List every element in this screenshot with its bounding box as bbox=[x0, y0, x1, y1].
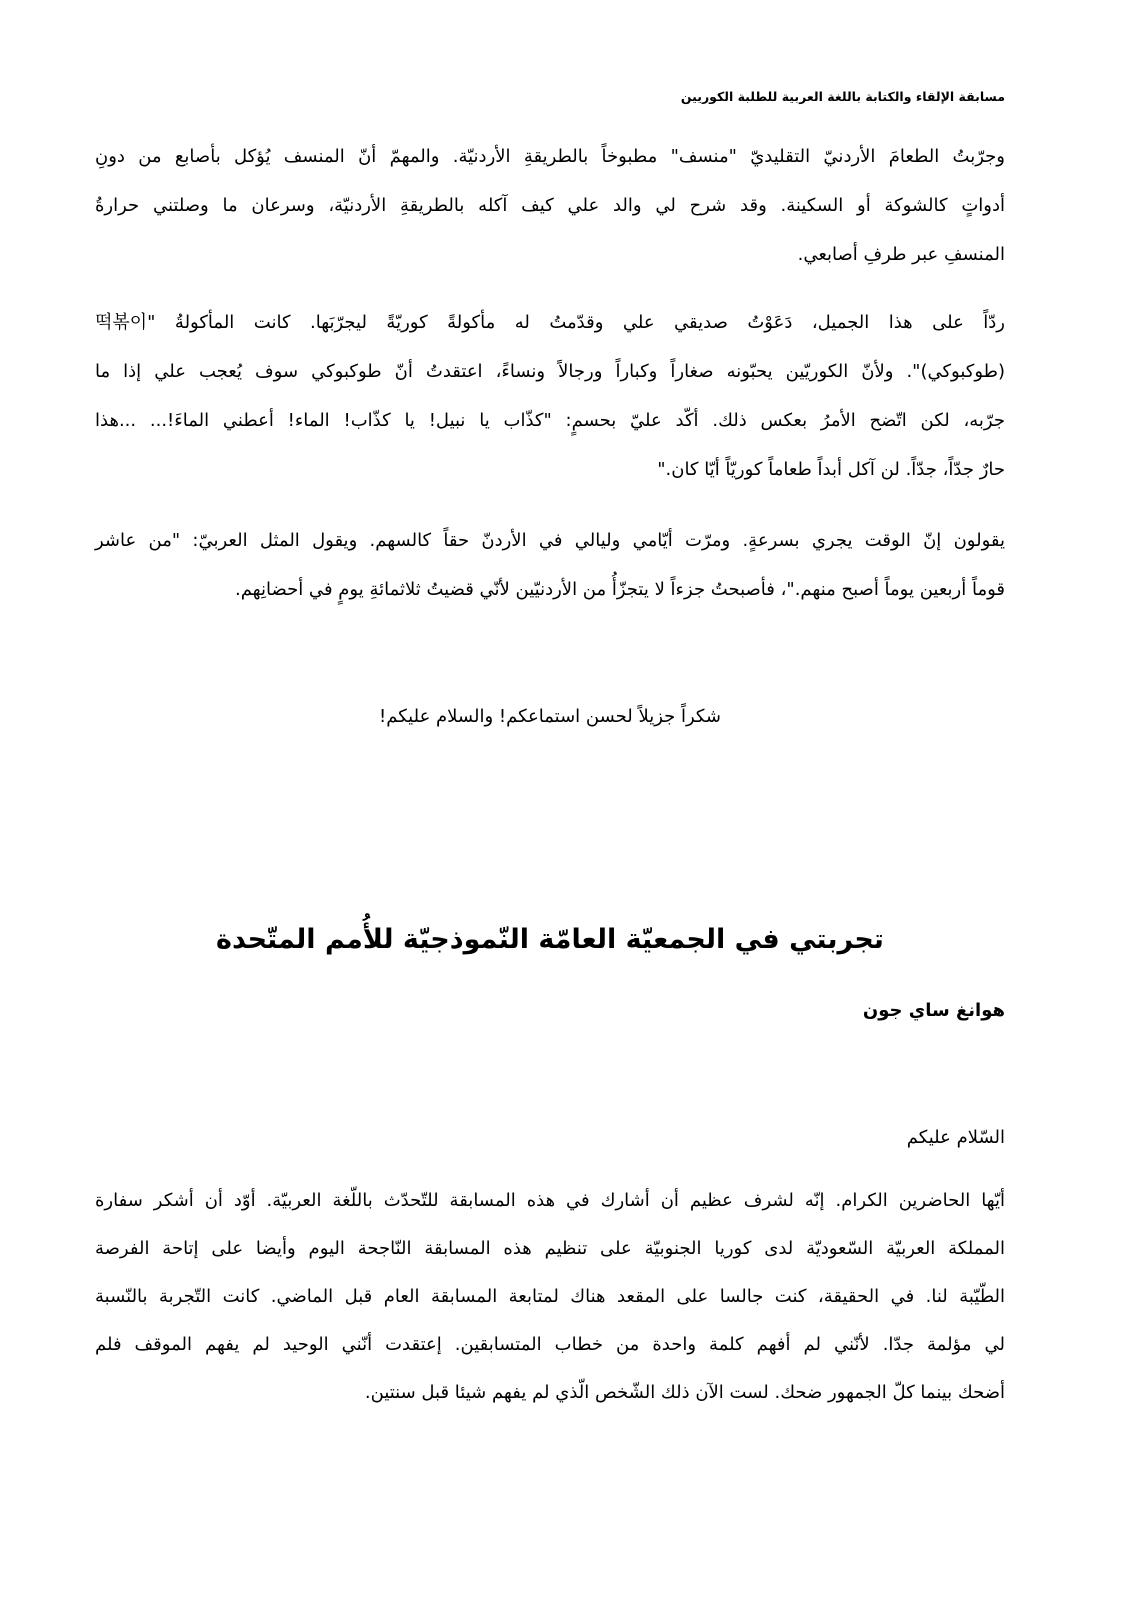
paragraph-line: حارٌ جدّاً، جدّاً. لن آكل أبداً طعاماً كوريّاً أيّا كان." bbox=[657, 459, 1005, 480]
paragraph-line: لي مؤلمة جدّا. لأنّني لم أفهم كلمة واحدة من خطاب المتسابقين. إعتقدت أنّني الوحيد لم يفهم الموقف فلم bbox=[95, 1334, 1005, 1355]
closing-remark: شكراً جزيلاً لحسن استماعكم! والسلام عليكم! bbox=[379, 706, 721, 727]
greeting: السّلام عليكم bbox=[906, 1127, 1005, 1148]
paragraph-line: وجرّبتُ الطعامَ الأردنيّ التقليديّ "منسف" مطبوخاً بالطريقةِ الأردنيّة. والمهمّ أنّ المنسف يُؤكل بأصابع من دونِ bbox=[95, 146, 1005, 167]
paragraph-3 bbox=[95, 516, 1005, 614]
paragraph-4 bbox=[95, 1177, 1005, 1417]
paragraph-2 bbox=[95, 298, 1005, 494]
paragraph-1 bbox=[95, 132, 1005, 279]
page-header: مسابقة الإلقاء والكتابة باللغة العربية للطلبة الكوريين bbox=[680, 89, 1005, 104]
paragraph-line: أضحك بينما كلّ الجمهور ضحك. لست الآن ذلك الشّخص الّذي لم يفهم شيئا قبل سنتين. bbox=[364, 1382, 1005, 1403]
paragraph-line: جرّبه، لكن اتّضح الأمرُ بعكس ذلك. أكّد عليّ بحسمٍ: "كذّاب يا نبيل! يا كذّاب! الماء! أعطني الماءَ!... ...هذا bbox=[95, 410, 1005, 431]
paragraph-line: أيّها الحاضرين الكرام. إنّه لشرف عظيم أن أشارك في هذه المسابقة للتّحدّث باللّغة العربيّة. أوّد أن أشكر سفارة bbox=[95, 1190, 1005, 1211]
paragraph-line: يقولون إنّ الوقت يجري بسرعةٍ. ومرّت أيّامي وليالي في الأردنّ حقاً كالسهم. ويقول المثل العربيّ: "من عاشر bbox=[95, 530, 1005, 551]
paragraph-line: (طوكبوكي)". ولأنّ الكوريّين يحبّونه صغاراً وكباراً ورجالاً ونساءً، اعتقدتُ أنّ طوكبوكي سوف يُعجب علي إذا ما bbox=[95, 361, 1005, 382]
article-title: تجربتي في الجمعيّة العامّة النّموذجيّة للأُمم المتّحدة bbox=[216, 924, 884, 955]
paragraph-line: المملكة العربيّة السّعوديّة لدى كوريا الجنوبيّة على تنظيم هذه المسابقة النّاجحة اليوم وأيضا على إتاحة الفرصة bbox=[95, 1238, 1005, 1259]
paragraph-line: الطّيّبة لنا. في الحقيقة، كنت جالسا على المقعد هناك لمتابعة المسابقة العام قبل الماضي. كانت التّجربة بالنّسبة bbox=[95, 1286, 1005, 1307]
paragraph-line: أدواتٍ كالشوكة أو السكينة. وقد شرح لي والد علي كيف آكله بالطريقةِ الأردنيّة، وسرعان ما وصلتني حرارةُ bbox=[95, 195, 1005, 216]
paragraph-line: قوماً أربعين يوماً أصبح منهم."، فأصبحتُ جزءاً لا يتجزّأُ من الأردنيّين لأنّي قضيتُ ثلاثمائةِ يومٍ في أحضانِهم. bbox=[234, 579, 1005, 600]
author-name: هوانغ ساي جون bbox=[862, 1000, 1005, 1021]
paragraph-line: المنسفِ عبر طرفِ أصابعي. bbox=[797, 244, 1005, 265]
paragraph-line: ردّاً على هذا الجميل، دَعَوْتُ صديقي علي وقدّمتُ له مأكولةً كوريّةً ليجرّبَها. كانت المأكولةُ "떡볶이 bbox=[95, 312, 1005, 333]
